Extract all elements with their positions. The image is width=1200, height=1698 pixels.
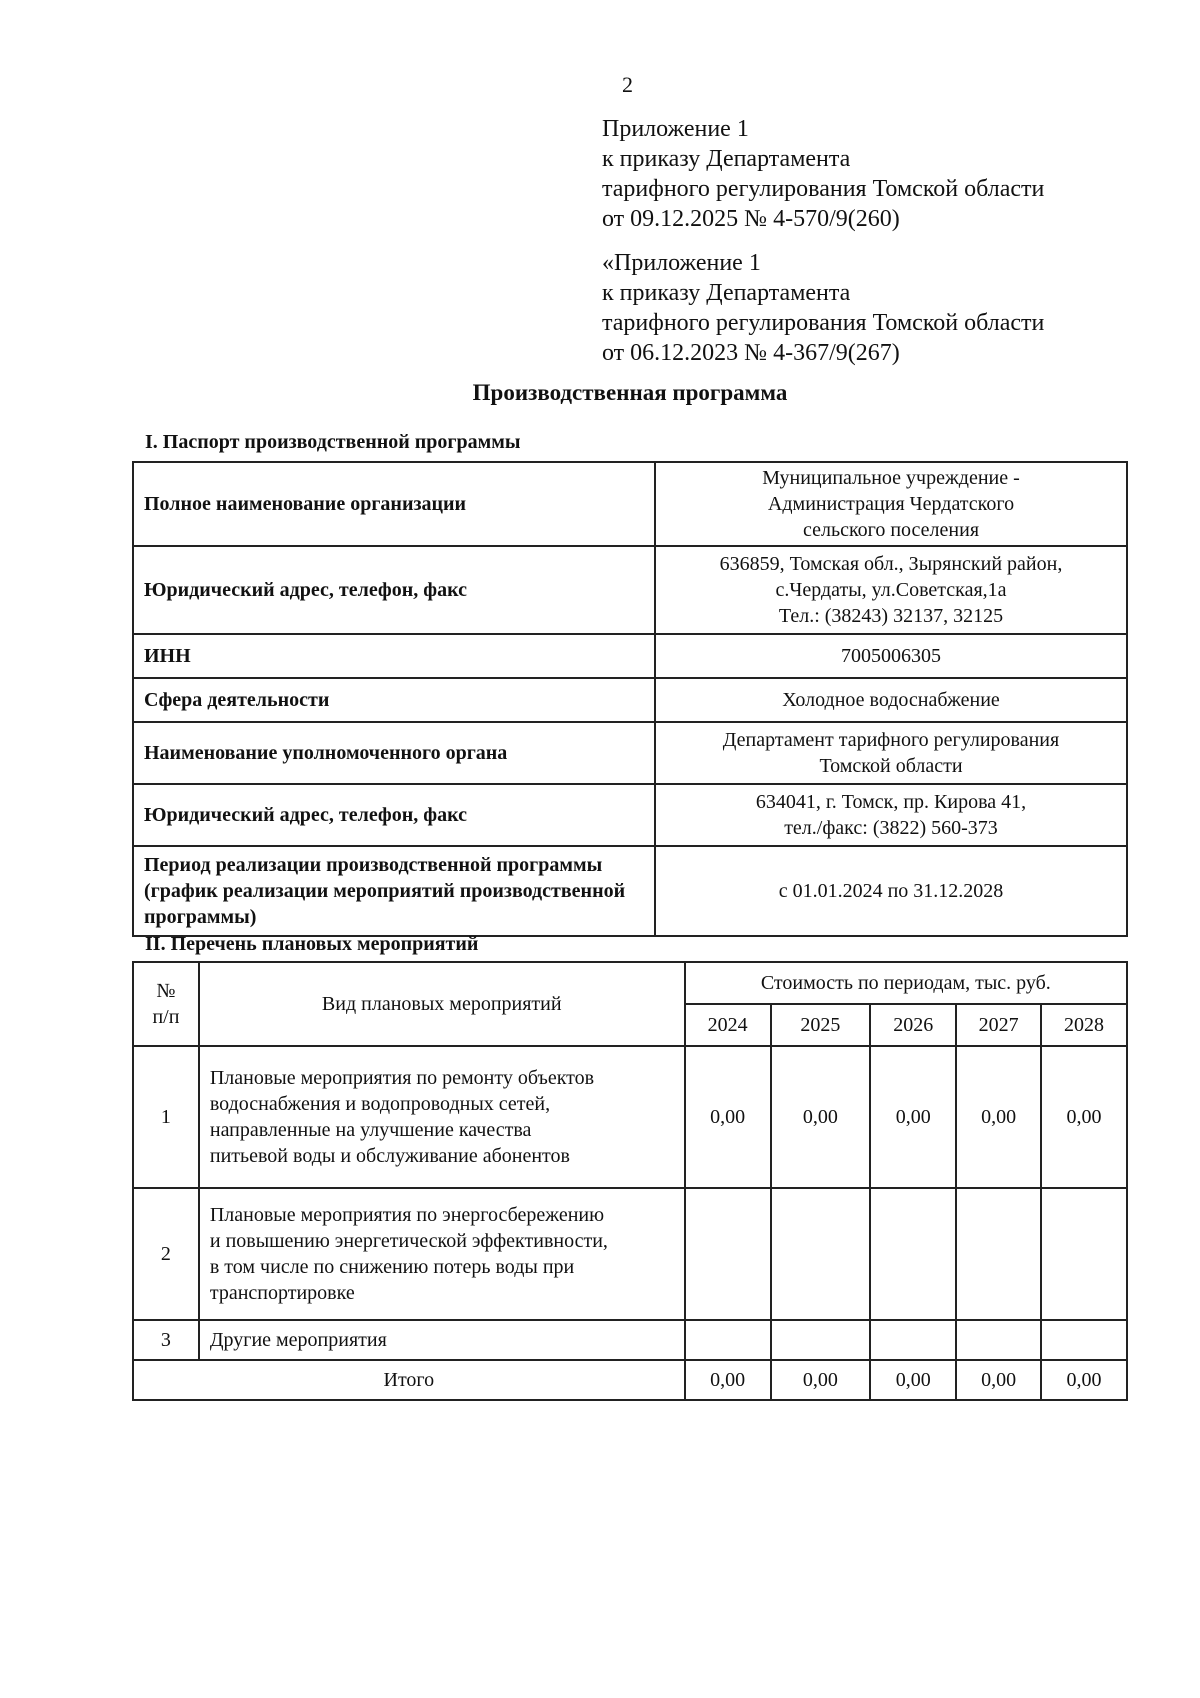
value-line: 7005006305 — [841, 645, 941, 667]
table-row — [133, 1320, 1127, 1360]
column-header-cost: Стоимость по периодам, тыс. руб. — [685, 962, 1127, 1004]
row-value — [655, 678, 1127, 722]
passport-table — [132, 461, 1128, 937]
row-label: Полное наименование организации — [133, 462, 655, 546]
cost-cell — [870, 1188, 956, 1320]
column-header-year: 2024 — [685, 1004, 771, 1046]
row-number: 3 — [133, 1320, 199, 1360]
row-number: 2 — [133, 1188, 199, 1320]
annex-previous — [602, 248, 1044, 368]
desc-line: в том числе по снижению потерь воды при — [209, 1256, 575, 1278]
row-value — [655, 784, 1127, 846]
value-line: с.Чердаты, ул.Советская,1а — [775, 579, 1007, 601]
measures-heading: II. Перечень плановых мероприятий — [145, 933, 479, 955]
row-description — [199, 1188, 685, 1320]
value-line: Томской области — [819, 755, 963, 777]
table-row — [133, 846, 1127, 936]
cost-cell — [1041, 1188, 1127, 1320]
annex-line: к приказу Департамента — [602, 146, 851, 172]
desc-line: Плановые мероприятия по ремонту объектов — [209, 1067, 595, 1089]
measures-table — [132, 961, 1128, 1401]
row-label: Период реализации производственной программы (график реализации мероприятий производственной программы) — [133, 846, 655, 936]
row-value — [655, 722, 1127, 784]
table-row — [133, 1046, 1127, 1188]
desc-line: транспортировке — [209, 1282, 355, 1304]
desc-line: направленные на улучшение качества — [209, 1119, 532, 1141]
column-header-year: 2025 — [771, 1004, 871, 1046]
total-cell: 0,00 — [685, 1360, 771, 1400]
desc-line: питьевой воды и обслуживание абонентов — [209, 1145, 570, 1167]
cost-cell — [771, 1188, 871, 1320]
value-line: Тел.: (38243) 32137, 32125 — [778, 605, 1004, 627]
value-line: с 01.01.2024 по 31.12.2028 — [778, 880, 1004, 902]
total-cell: 0,00 — [771, 1360, 871, 1400]
total-cell: 0,00 — [956, 1360, 1041, 1400]
table-row — [133, 462, 1127, 546]
row-description — [199, 1320, 685, 1360]
value-line: 634041, г. Томск, пр. Кирова 41, — [755, 791, 1027, 813]
cost-cell — [771, 1320, 871, 1360]
desc-line: Другие мероприятия — [209, 1329, 387, 1351]
table-row — [133, 784, 1127, 846]
total-row — [133, 1360, 1127, 1400]
value-line: Департамент тарифного регулирования — [722, 729, 1060, 751]
row-label: Наименование уполномоченного органа — [133, 722, 655, 784]
desc-line: водоснабжения и водопроводных сетей, — [209, 1093, 551, 1115]
column-header-type: Вид плановых мероприятий — [199, 962, 685, 1046]
total-cell: 0,00 — [870, 1360, 956, 1400]
cost-cell: 0,00 — [870, 1046, 956, 1188]
document-title: Производственная программа — [472, 380, 788, 405]
row-value — [655, 546, 1127, 634]
row-value — [655, 846, 1127, 936]
table-row — [133, 678, 1127, 722]
passport-heading: I. Паспорт производственной программы — [145, 431, 521, 453]
annex-line: тарифного регулирования Томской области — [602, 310, 1045, 336]
row-value — [655, 462, 1127, 546]
annex-line: от 09.12.2025 № 4-570/9(260) — [602, 206, 900, 232]
column-header-year: 2026 — [870, 1004, 956, 1046]
cost-cell: 0,00 — [771, 1046, 871, 1188]
cost-cell: 0,00 — [956, 1046, 1041, 1188]
cost-cell — [685, 1188, 771, 1320]
value-line: тел./факс: (3822) 560-373 — [784, 817, 998, 839]
total-label: Итого — [133, 1360, 685, 1400]
value-line: Администрация Чердатского — [767, 493, 1015, 515]
column-header-year: 2028 — [1041, 1004, 1127, 1046]
header-row — [133, 962, 1127, 1004]
table-row — [133, 546, 1127, 634]
annex-line: тарифного регулирования Томской области — [602, 176, 1045, 202]
annex-line: от 06.12.2023 № 4-367/9(267) — [602, 340, 900, 366]
page-number: 2 — [622, 72, 633, 97]
desc-line: и повышению энергетической эффективности, — [209, 1230, 608, 1252]
cost-cell — [956, 1188, 1041, 1320]
cost-cell: 0,00 — [1041, 1046, 1127, 1188]
header-line: № — [156, 980, 176, 1002]
table-row — [133, 1188, 1127, 1320]
value-line: Муниципальное учреждение - — [762, 467, 1020, 489]
cost-cell: 0,00 — [685, 1046, 771, 1188]
row-value — [655, 634, 1127, 678]
value-line: 636859, Томская обл., Зырянский район, — [719, 553, 1063, 575]
header-line: п/п — [152, 1006, 180, 1028]
column-header-year: 2027 — [956, 1004, 1041, 1046]
cost-cell — [870, 1320, 956, 1360]
row-number: 1 — [133, 1046, 199, 1188]
desc-line: Плановые мероприятия по энергосбережению — [209, 1204, 605, 1226]
row-label: ИНН — [133, 634, 655, 678]
value-line: сельского поселения — [802, 519, 980, 541]
annex-line: Приложение 1 — [602, 116, 749, 142]
column-header-number — [133, 962, 199, 1046]
row-label: Юридический адрес, телефон, факс — [133, 784, 655, 846]
row-label: Сфера деятельности — [133, 678, 655, 722]
table-row — [133, 634, 1127, 678]
value-line: Холодное водоснабжение — [782, 689, 1000, 711]
cost-cell — [685, 1320, 771, 1360]
row-label: Юридический адрес, телефон, факс — [133, 546, 655, 634]
annex-current — [602, 114, 1044, 234]
table-row — [133, 722, 1127, 784]
row-description — [199, 1046, 685, 1188]
total-cell: 0,00 — [1041, 1360, 1127, 1400]
cost-cell — [1041, 1320, 1127, 1360]
annex-line: «Приложение 1 — [602, 250, 761, 276]
annex-line: к приказу Департамента — [602, 280, 851, 306]
cost-cell — [956, 1320, 1041, 1360]
